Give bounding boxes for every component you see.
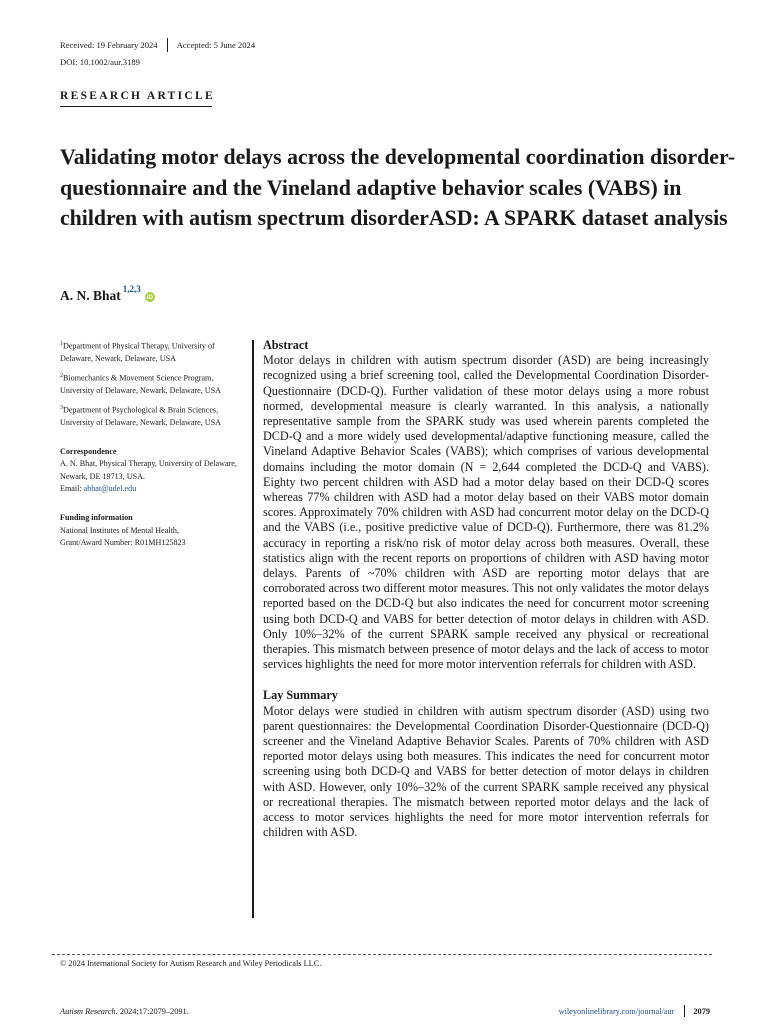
author-name: A. N. Bhat xyxy=(60,288,121,303)
funding-heading: Funding information xyxy=(60,513,133,522)
received-date: Received: 19 February 2024 xyxy=(60,40,158,50)
author-affiliation-refs[interactable]: 1,2,3 xyxy=(122,284,141,294)
affiliation-1: $^1$Department of Physical Therapy, University of Delaware, Newark, Delaware, USA xyxy=(60,341,215,364)
orcid-icon[interactable]: iD xyxy=(146,293,154,301)
footer-divider xyxy=(52,954,712,955)
footer xyxy=(60,1005,710,1017)
sidebar xyxy=(60,338,246,550)
abstract-heading: Abstract xyxy=(263,338,309,352)
article-dates xyxy=(60,38,255,52)
footer-separator xyxy=(684,1005,685,1017)
date-divider xyxy=(167,38,168,52)
funding-line-2: Grant/Award Number: R01MH125823 xyxy=(60,538,186,548)
funding-line-1: National Institutes of Mental Health, xyxy=(60,525,179,535)
journal-reference xyxy=(60,1007,189,1016)
email-label: Email: xyxy=(60,484,82,494)
abstract-section xyxy=(263,338,709,841)
email-link[interactable]: abhat@udel.edu xyxy=(83,484,137,494)
paper-title: Validating motor delays across the developmental coordination disorder-questionnaire and the Vineland adaptive behavior scales (VABS) in children with autism spectrum disorderASD: A SPARK dataset analysis xyxy=(60,145,736,230)
column-divider xyxy=(252,340,254,918)
correspondence-email-line xyxy=(60,483,246,496)
article-type-underline xyxy=(60,106,212,107)
affiliation-2: $^2$Biomechanics & Movement Science Program, University of Delaware, Newark, Delaware, USA xyxy=(60,372,221,396)
page-number: 2079 xyxy=(693,1006,710,1016)
copyright: © 2024 International Society for Autism Research and Wiley Periodicals LLC. xyxy=(60,959,322,968)
doi: DOI: 10.1002/aur.3189 xyxy=(60,57,140,67)
correspondence-text: A. N. Bhat, Physical Therapy, University of Delaware, Newark, DE 19713, USA. xyxy=(60,459,237,481)
accepted-date: Accepted: 5 June 2024 xyxy=(176,40,256,50)
journal-citation: 2024;17:2079–2091. xyxy=(119,1006,189,1016)
article-type: RESEARCH ARTICLE xyxy=(60,90,215,102)
correspondence-heading: Correspondence xyxy=(60,446,117,456)
affiliation-3: $^3$Department of Psychological & Brain Sciences, University of Delaware, Newark, Delaware, USA xyxy=(60,404,221,428)
abstract-body: Motor delays in children with autism spectrum disorder (ASD) are being increasingly recognized using a brief screening tool, called the Developmental Coordination Disorder-Questionnaire (DCD-Q). Further validation of these motor delays using a more robust normed, developmental measure is clearly warranted. In this analysis, a nationally representative sample from the SPARK study was used wherein parents completed the DCD-Q and a more widely used developmental/adaptive functioning measure, called the Vineland Adaptive Behavior Scales (VABS); which comprises of various developmental domains including the motor domain (N = 2,644 completed the DCD-Q and VABS). Eighty two percent children with ASD had a motor delay based on their DCD-Q scores whereas 77% children with ASD had a motor delay based on their VABS motor domain scores. Approximately 70% children with ASD had concurrent motor delay on the DCD-Q and the VABS (i.e., positive predictive value of DCD-Q). Furthermore, there was 81.2% accuracy in reporting a risk/no risk of motor delay across both measures. Overall, these statistics align with the recent reports on proportions of children with ASD having motor delays. Parents of ~70% children with ASD are reporting motor delays that are corroborated across two different motor measures. This not only validates the motor delays reported based on the DCD-Q but also indicates the need for concurrent motor screening using both DCD-Q and VABS for better detection of motor delays in children with ASD. Only 10%–32% of the current SPARK sample received any physical or recreational therapies. This mismatch between presence of motor delays and the lack of access to motor services highlights the need for more motor intervention referrals for children with ASD. xyxy=(263,353,709,672)
journal-url-link[interactable]: wileyonlinelibrary.com/journal/aur xyxy=(558,1006,675,1016)
journal-name: Autism Research. xyxy=(60,1006,118,1016)
author-line xyxy=(60,284,155,304)
lay-summary-body: Motor delays were studied in children with autism spectrum disorder (ASD) using two parent questionnaires: the Developmental Coordination Disorder-Questionnaire (DCD-Q) screener and the Vineland Adaptive Behavior Scales. Parents of 70% children with ASD reported motor delays using both measures. This indicates the need for concurrent motor screening using both DCD-Q and VABS for better detection of motor delays in children with ASD. However, only 10%–32% of the current SPARK sample received any physical or recreational therapies. The mismatch between reported motor delays and the lack of access to motor services highlights the need for more motor intervention referrals for children with ASD. xyxy=(263,703,709,840)
lay-summary-heading: Lay Summary xyxy=(263,688,338,703)
